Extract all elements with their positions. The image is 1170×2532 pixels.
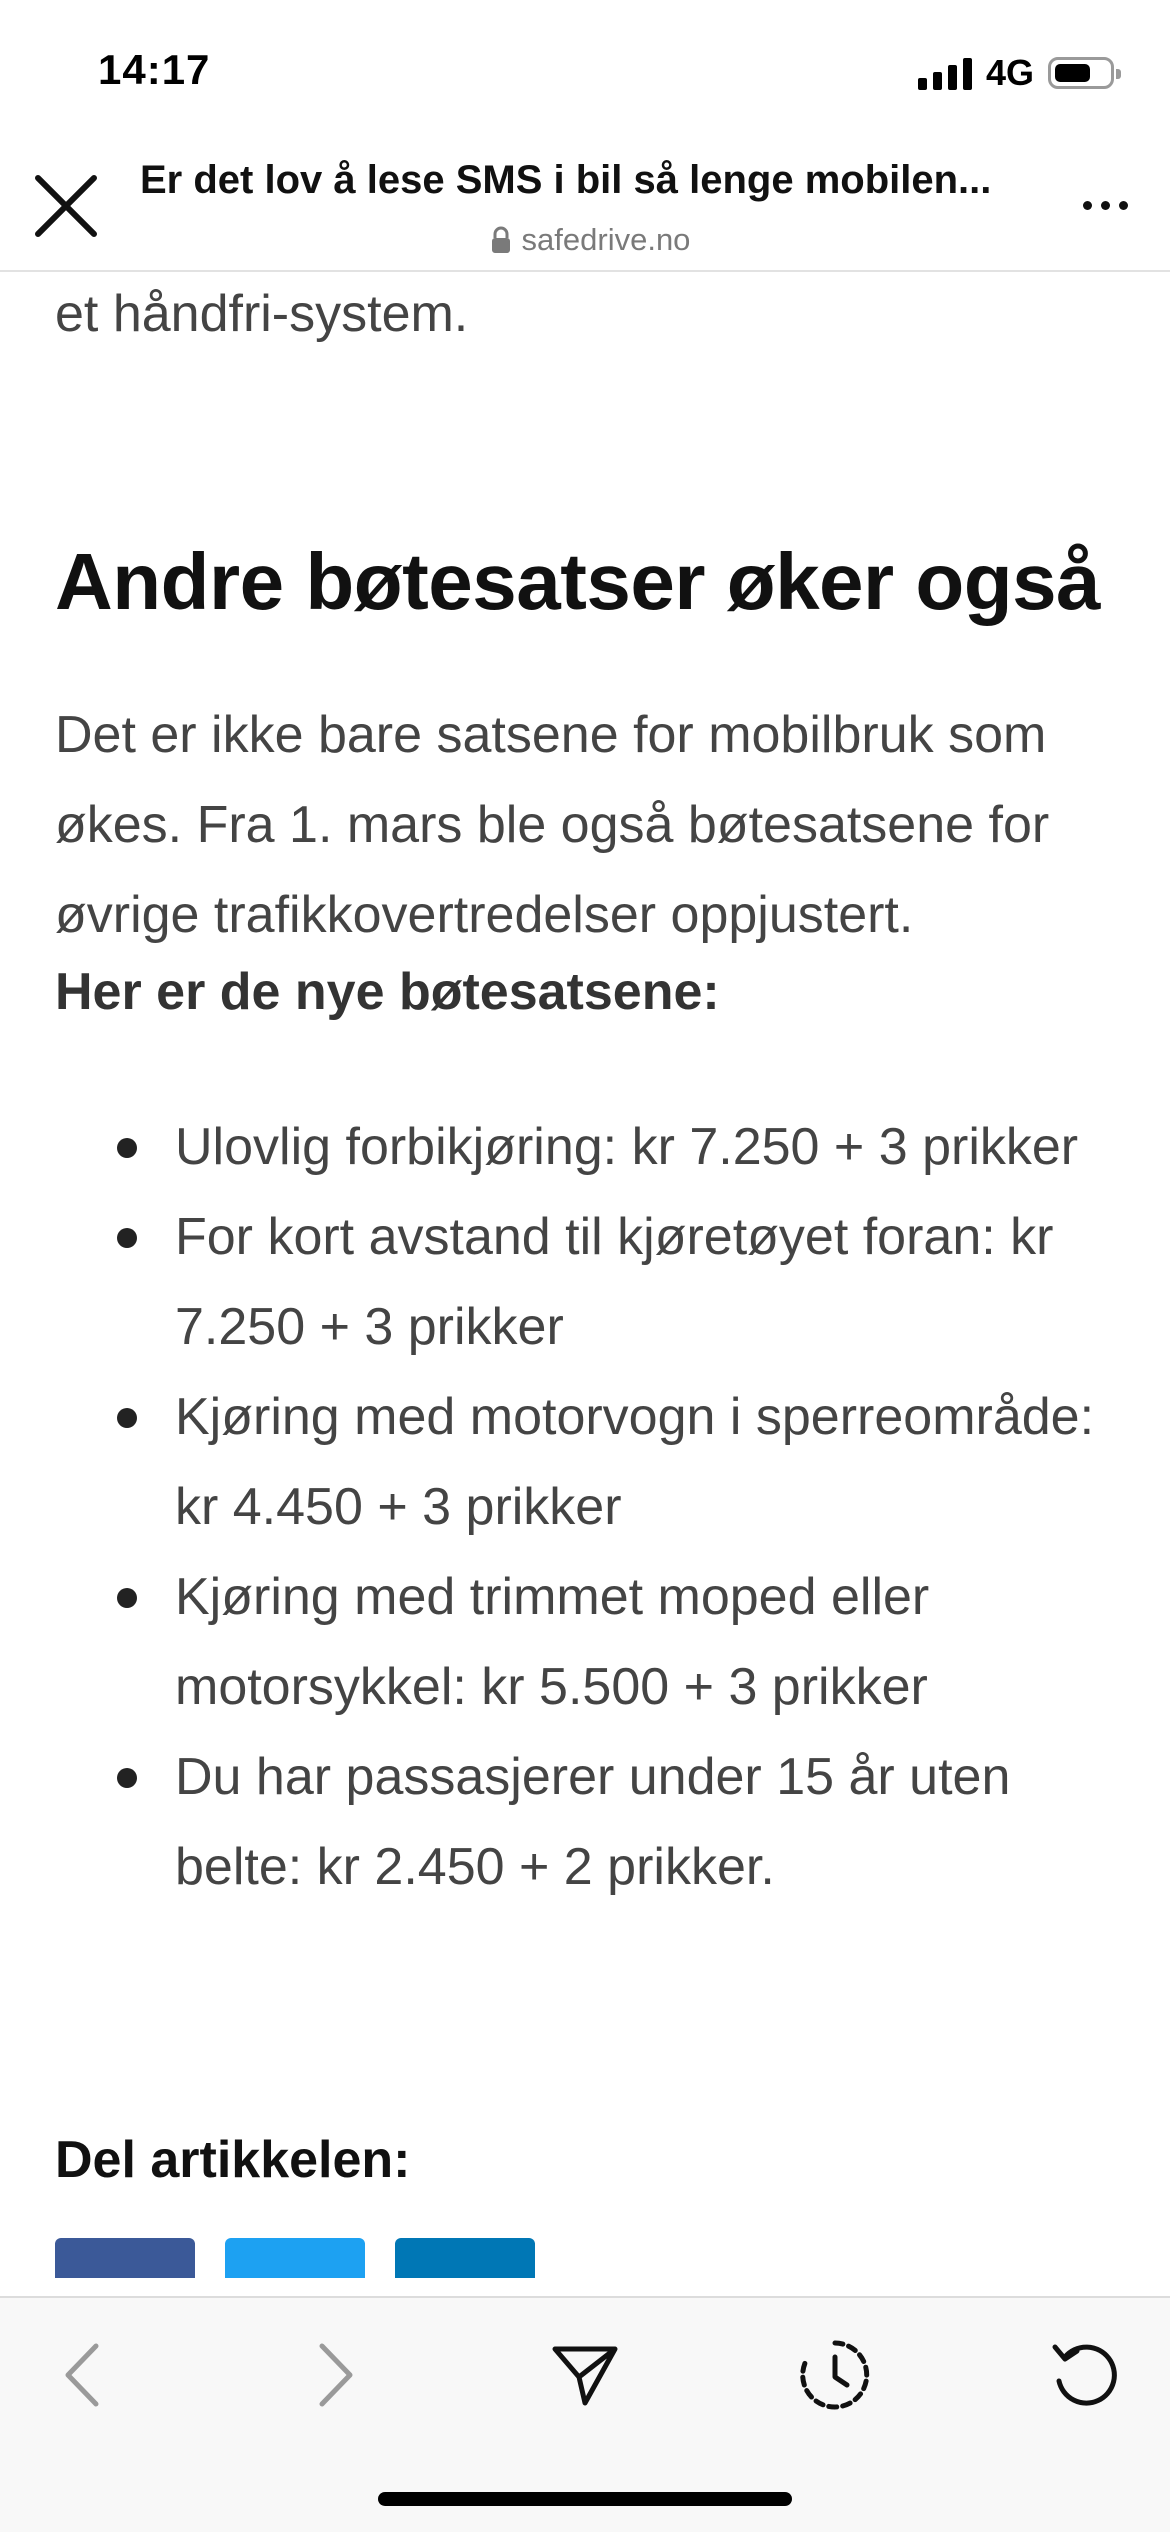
battery-icon xyxy=(1048,57,1114,89)
reload-icon xyxy=(1047,2337,1123,2413)
signal-icon xyxy=(918,56,972,90)
back-icon xyxy=(58,2340,108,2410)
battery-fill xyxy=(1055,64,1090,82)
section-heading: Andre bøtesatser øker også xyxy=(55,537,1101,626)
article-content xyxy=(0,272,1170,2296)
status-time: 14:17 xyxy=(98,46,211,93)
more-icon xyxy=(1083,201,1092,210)
url-display[interactable] xyxy=(140,222,1040,258)
previous-paragraph-tail: et håndfri-system. xyxy=(55,285,469,343)
share-twitter-button[interactable] xyxy=(225,2238,365,2278)
more-button[interactable] xyxy=(1070,180,1140,230)
fine-text: Ulovlig forbikjøring: kr 7.250 + 3 prikker xyxy=(175,1118,1079,1176)
close-icon xyxy=(30,170,102,242)
url-text: safedrive.no xyxy=(521,222,691,257)
share-facebook-button[interactable] xyxy=(55,2238,195,2278)
status-bar xyxy=(0,0,1170,130)
fine-text: Du har passasjerer under 15 år uten belte: kr 2.450 + 2 prikker. xyxy=(175,1748,1011,1896)
list-item xyxy=(55,1192,1125,1372)
share-button[interactable] xyxy=(540,2330,630,2420)
history-button[interactable] xyxy=(790,2330,880,2420)
back-button[interactable] xyxy=(38,2330,128,2420)
forward-icon xyxy=(310,2340,360,2410)
forward-button[interactable] xyxy=(290,2330,380,2420)
network-label: 4G xyxy=(985,52,1034,93)
history-icon xyxy=(797,2337,873,2413)
share-buttons xyxy=(55,2238,535,2278)
close-button[interactable] xyxy=(30,170,102,242)
fine-text: Kjøring med motorvogn i sperreområde: kr 4.450 + 3 prikker xyxy=(175,1388,1095,1536)
share-linkedin-button[interactable] xyxy=(395,2238,535,2278)
list-item xyxy=(55,1732,1125,1912)
list-item xyxy=(55,1372,1125,1552)
home-indicator[interactable] xyxy=(378,2492,792,2506)
fine-text: For kort avstand til kjøretøyet foran: kr 7.250 + 3 prikker xyxy=(175,1208,1054,1356)
fines-list xyxy=(55,1102,1125,1912)
browser-header xyxy=(0,130,1170,272)
lock-icon xyxy=(490,226,512,254)
share-heading: Del artikkelen: xyxy=(55,2131,411,2189)
list-item xyxy=(55,1552,1125,1732)
reload-button[interactable] xyxy=(1040,2330,1130,2420)
fine-text: Kjøring med trimmet moped eller motorsykkel: kr 5.500 + 3 prikker xyxy=(175,1568,930,1716)
page-title: Er det lov å lese SMS i bil så lenge mobilen... xyxy=(140,158,992,202)
send-icon xyxy=(549,2339,621,2411)
status-indicators xyxy=(918,52,1114,94)
intro-paragraph: Det er ikke bare satsene for mobilbruk som økes. Fra 1. mars ble også bøtesatsene for øvrige trafikkovertredelser oppjustert. xyxy=(55,706,1050,944)
fines-subheading: Her er de nye bøtesatsene: xyxy=(55,963,720,1021)
list-item xyxy=(55,1102,1125,1192)
